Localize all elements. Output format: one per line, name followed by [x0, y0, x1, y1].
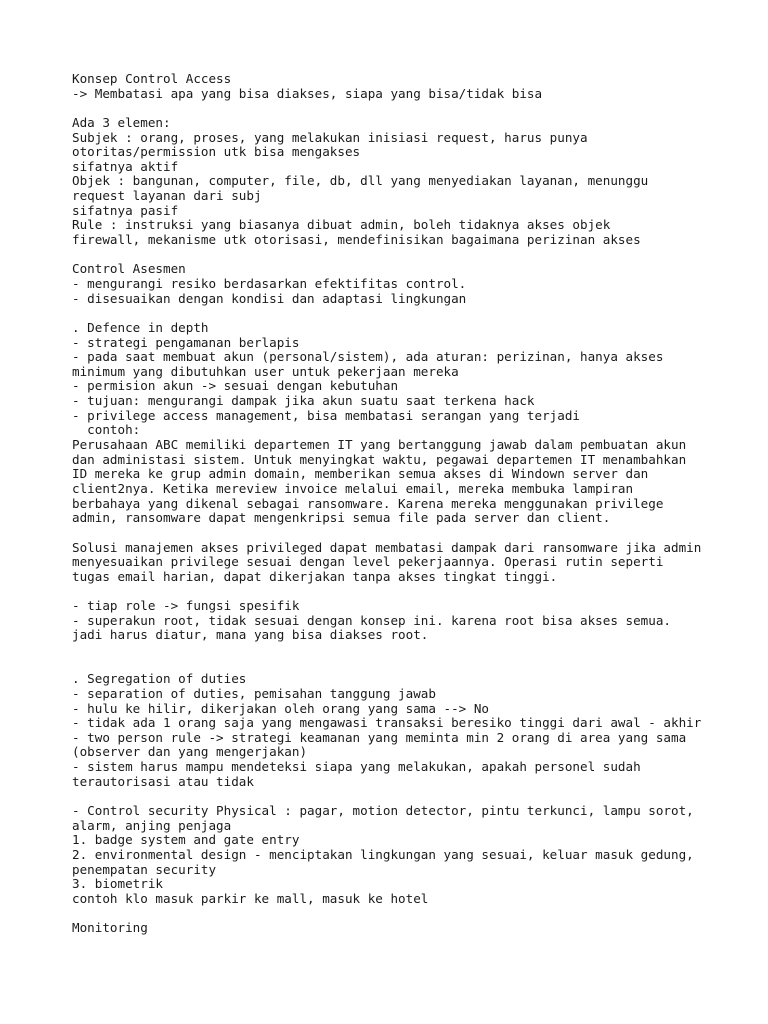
text-line: terautorisasi atau tidak — [72, 773, 254, 789]
text-line: - separation of duties, pemisahan tanggung jawab — [72, 685, 436, 701]
text-line: penempatan security — [72, 861, 217, 877]
document-body — [72, 72, 712, 936]
text-line — [72, 101, 712, 116]
text-line — [72, 658, 712, 673]
text-line: firewall, mekanisme utk otorisasi, mendefinisikan bagaimana perizinan akses — [72, 232, 641, 248]
text-line: Konsep Control Access — [72, 71, 232, 86]
text-line: admin, ransomware dapat mengenkripsi semua file pada server dan client. — [72, 510, 611, 526]
text-line: contoh: — [72, 422, 141, 438]
text-line: - disesuaikan dengan kondisi dan adaptasi lingkungan — [72, 290, 467, 306]
text-line: Solusi manajemen akses privileged dapat membatasi dampak dari ransomware jika admin — [72, 539, 702, 555]
text-line: 3. biometrik — [72, 876, 163, 892]
text-line: 2. environmental design - menciptakan lingkungan yang sesuai, keluar masuk gedung, — [72, 846, 694, 862]
text-line: - tiap role -> fungsi spesifik — [72, 598, 300, 614]
text-line — [72, 526, 712, 541]
text-line: contoh klo masuk parkir ke mall, masuk ke hotel — [72, 890, 429, 906]
text-line: sifatnya pasif — [72, 202, 179, 218]
text-line — [72, 584, 712, 599]
text-line: . Defence in depth — [72, 319, 209, 335]
text-line: minimum yang dibutuhkan user untuk pekerjaan mereka — [72, 363, 459, 379]
text-line: Perusahaan ABC memiliki departemen IT yang bertanggung jawab dalam pembuatan akun — [72, 437, 687, 453]
text-line: - two person rule -> strategi keamanan yang meminta min 2 orang di area yang sama — [72, 729, 687, 745]
text-line: - sistem harus mampu mendeteksi siapa yang melakukan, apakah personel sudah — [72, 759, 641, 775]
text-line: Monitoring — [72, 920, 148, 936]
text-line: alarm, anjing penjaga — [72, 817, 232, 833]
text-line: 1. badge system and gate entry — [72, 832, 300, 848]
text-line — [72, 643, 712, 658]
text-line: ID mereka ke grup admin domain, memberikan semua akses di Windown server dan — [72, 466, 649, 482]
text-line: Objek : bangunan, computer, file, db, dll yang menyediakan layanan, menunggu — [72, 173, 649, 189]
text-line: - privilege access management, bisa membatasi serangan yang terjadi — [72, 407, 580, 423]
text-line: - hulu ke hilir, dikerjakan oleh orang yang sama --> No — [72, 700, 490, 716]
text-line: - permision akun -> sesuai dengan kebutuhan — [72, 378, 399, 394]
text-line: (observer dan yang mengerjakan) — [72, 744, 308, 760]
text-line: otoritas/permission utk bisa mengakses — [72, 144, 361, 160]
text-line: - superakun root, tidak sesuai dengan konsep ini. karena root bisa akses semua. — [72, 612, 671, 628]
text-line: -> Membatasi apa yang bisa diakses, siapa yang bisa/tidak bisa — [72, 85, 543, 101]
text-line: - tujuan: mengurangi dampak jika akun suatu saat terkena hack — [72, 393, 535, 409]
text-line: Ada 3 elemen: — [72, 114, 171, 130]
text-line: request layanan dari subj — [72, 188, 262, 204]
text-line: - pada saat membuat akun (personal/sistem), ada aturan: perizinan, hanya akses — [72, 349, 664, 365]
text-line: berbahaya yang dikenal sebagai ransomware. Karena mereka menggunakan privilege — [72, 495, 664, 511]
text-line: tugas email harian, dapat dikerjakan tanpa akses tingkat tinggi. — [72, 568, 558, 584]
text-line — [72, 907, 712, 922]
text-line: Subjek : orang, proses, yang melakukan inisiasi request, harus punya — [72, 129, 588, 145]
text-line: - mengurangi resiko berdasarkan efektifitas control. — [72, 275, 467, 291]
text-line: menyesuaikan privilege sesuai dengan level pekerjaannya. Operasi rutin seperti — [72, 554, 664, 570]
text-line: sifatnya aktif — [72, 158, 179, 174]
text-line: - strategi pengamanan berlapis — [72, 334, 300, 350]
text-line — [72, 306, 712, 321]
text-line: Rule : instruksi yang biasanya dibuat admin, boleh tidaknya akses objek — [72, 217, 611, 233]
text-line: Control Asesmen — [72, 261, 186, 277]
text-line: jadi harus diatur, mana yang bisa diakses root. — [72, 627, 429, 643]
text-line: client2nya. Ketika mereview invoice melalui email, mereka membuka lampiran — [72, 480, 634, 496]
text-line — [72, 789, 712, 804]
text-line: - tidak ada 1 orang saja yang mengawasi transaksi beresiko tinggi dari awal - akhir — [72, 715, 702, 731]
text-line: - Control security Physical : pagar, motion detector, pintu terkunci, lampu sorot, — [72, 803, 694, 819]
text-line: . Segregation of duties — [72, 671, 247, 687]
text-line: dan administasi sistem. Untuk menyingkat waktu, pegawai departemen IT menambahkan — [72, 451, 687, 467]
text-line — [72, 248, 712, 263]
